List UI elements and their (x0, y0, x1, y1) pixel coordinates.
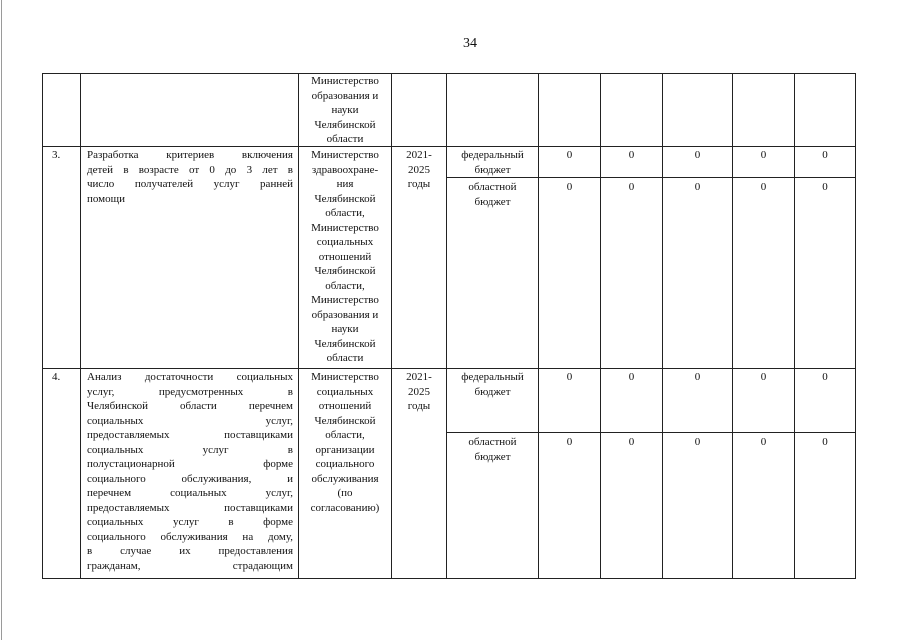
table-row-divider (42, 368, 855, 369)
amount-cell: 0 (822, 436, 828, 448)
amount-cell: 0 (694, 436, 701, 448)
measure-name-cell: Анализ достаточности социальных услуг, предусмотренных в Челябинской области перечнем социальных услуг, предоставляемых поставщиками социальных услуг в полустационарной форме социального обслуживания, и перечнем социальных услуг, предоставляемых поставщиками социальных услуг в форме социального обслуживания на дому, в случае их предоставления гражданам, страдающим (87, 371, 293, 572)
table-column-divider (855, 73, 856, 579)
amount-cell: 0 (694, 181, 701, 193)
executor-cell: Министерство здравоохране- ния Челябинской области, Министерство социальных отношений Челябинской области, Министерство образования и науки Челябинской области (311, 149, 379, 364)
amount-cell: 0 (628, 371, 635, 383)
table-border-top (42, 73, 855, 74)
funding-source-cell: областной бюджет (468, 436, 517, 463)
period-cell: 2021- 2025 годы (406, 149, 432, 190)
period-cell: 2021- 2025 годы (406, 371, 432, 412)
amount-cell: 0 (694, 371, 701, 383)
executor-cell: Министерство социальных отношений Челябинской области, организации социального обслуживания (по согласованию) (310, 371, 380, 514)
amount-cell: 0 (760, 371, 767, 383)
table-column-divider (80, 73, 81, 579)
amount-cell: 0 (628, 181, 635, 193)
funding-source-cell: федеральный бюджет (461, 149, 524, 176)
amount-cell: 0 (822, 181, 828, 193)
funding-source-cell: федеральный бюджет (461, 371, 524, 398)
amount-cell: 0 (566, 436, 573, 448)
amount-cell: 0 (566, 181, 573, 193)
table-row-divider (42, 146, 855, 147)
amount-cell: 0 (628, 436, 635, 448)
page-number: 34 (463, 36, 477, 51)
amount-cell: 0 (822, 371, 828, 383)
table-border-bottom (42, 578, 855, 579)
amount-cell: 0 (760, 149, 767, 161)
amount-cell: 0 (628, 149, 635, 161)
funding-source-cell: областной бюджет (468, 181, 517, 208)
measure-name-cell: Разработка критериев включения детей в возрасте от 0 до 3 лет в число получателей услуг ранней помощи (87, 149, 293, 205)
amount-cell: 0 (566, 149, 573, 161)
amount-cell: 0 (760, 181, 767, 193)
executor-cell: Министерство образования и науки Челябинской области (311, 75, 379, 145)
page-left-edge (1, 0, 2, 640)
amount-cell: 0 (694, 149, 701, 161)
table-column-divider (42, 73, 43, 579)
row-number: 3. (52, 149, 61, 161)
row-number: 4. (52, 371, 61, 383)
amount-cell: 0 (822, 149, 828, 161)
amount-cell: 0 (566, 371, 573, 383)
amount-cell: 0 (760, 436, 767, 448)
